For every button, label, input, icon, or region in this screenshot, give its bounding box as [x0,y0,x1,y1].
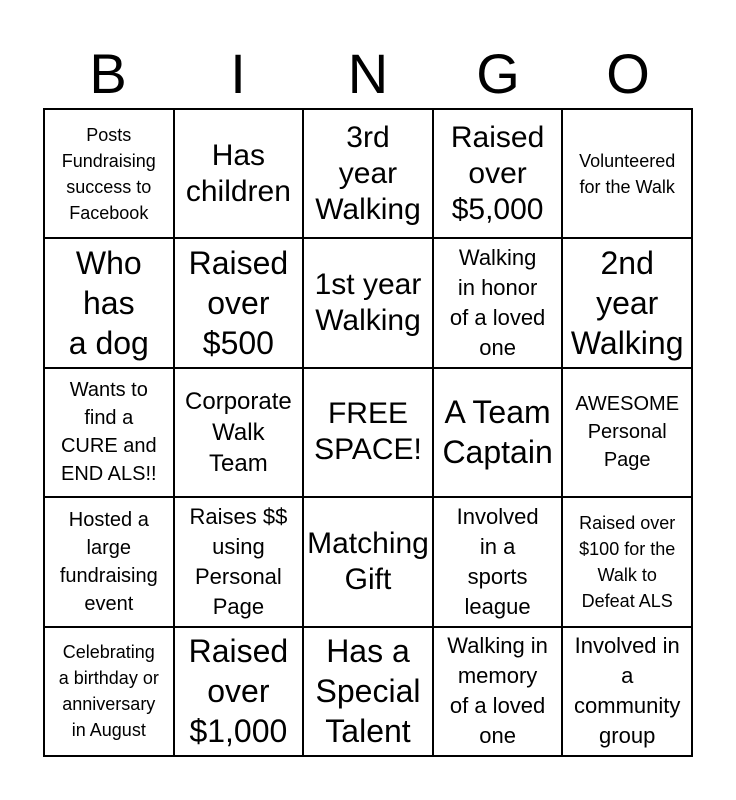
header-letter-b: B [89,42,127,105]
bingo-cell[interactable] [44,109,174,238]
header-letter-g: G [476,42,520,105]
bingo-cell[interactable] [433,368,563,497]
header-letter-o: O [606,42,650,105]
cell-text: Walking in memory of a loved one [447,633,548,749]
cell-text: 2nd year Walking [570,245,684,362]
bingo-cell[interactable] [562,238,692,367]
cell-text: Raised over $5,000 [450,120,545,226]
cell-text: Volunteered for the Walk [579,150,676,197]
cell-text: Raised over $1,000 [188,633,289,750]
bingo-cell[interactable] [303,497,433,626]
cell-text: Raised over $500 [188,245,289,362]
cell-text: 3rd year Walking [315,120,421,226]
cell-text: Celebrating a birthday or anniversary in August [58,642,159,741]
bingo-cell[interactable] [174,497,304,626]
bingo-header [43,42,693,106]
cell-text: A Team Captain [442,394,553,471]
bingo-cell[interactable] [433,627,563,756]
bingo-cell[interactable] [562,627,692,756]
bingo-cell[interactable] [44,497,174,626]
bingo-cell[interactable] [303,238,433,367]
cell-text: Wants to find a CURE and END ALS!! [60,379,157,486]
cell-text: Has children [185,138,291,208]
cell-text: Involved in a community group [574,633,681,749]
bingo-cell[interactable] [174,627,304,756]
cell-text: 1st year Walking [314,268,422,338]
bingo-cell[interactable] [174,109,304,238]
bingo-cell[interactable] [44,627,174,756]
bingo-cell[interactable] [562,109,692,238]
cell-text: Corporate Walk Team [185,387,292,477]
bingo-cell[interactable] [44,368,174,497]
bingo-cell[interactable] [433,497,563,626]
cell-text: AWESOME Personal Page [575,393,680,472]
cell-text: Matching Gift [307,526,429,596]
cell-text: Hosted a large fundraising event [59,508,158,615]
bingo-cell[interactable] [562,368,692,497]
bingo-cell[interactable] [433,238,563,367]
bingo-cell[interactable] [44,238,174,367]
cell-text: Who has a dog [68,245,149,362]
bingo-cell[interactable] [433,109,563,238]
cell-text: Walking in honor of a loved one [449,245,546,361]
cell-text: Raised over $100 for the Walk to Defeat ALS [579,512,676,611]
cell-text: Posts Fundraising success to Facebook [61,124,156,223]
cell-text: Involved in a sports league [456,503,539,619]
bingo-cell[interactable] [562,497,692,626]
bingo-cell[interactable] [303,627,433,756]
bingo-cell[interactable] [174,368,304,497]
header-letter-n: N [347,42,389,105]
bingo-cell[interactable] [174,238,304,367]
cell-text: Raises $$ using Personal Page [189,503,288,619]
header-letter-i: I [230,42,246,105]
bingo-board [43,108,693,757]
bingo-cell[interactable] [303,109,433,238]
cell-text: Has a Special Talent [315,633,421,750]
cell-text: FREE SPACE! [314,397,422,467]
bingo-cell[interactable] [303,368,433,497]
